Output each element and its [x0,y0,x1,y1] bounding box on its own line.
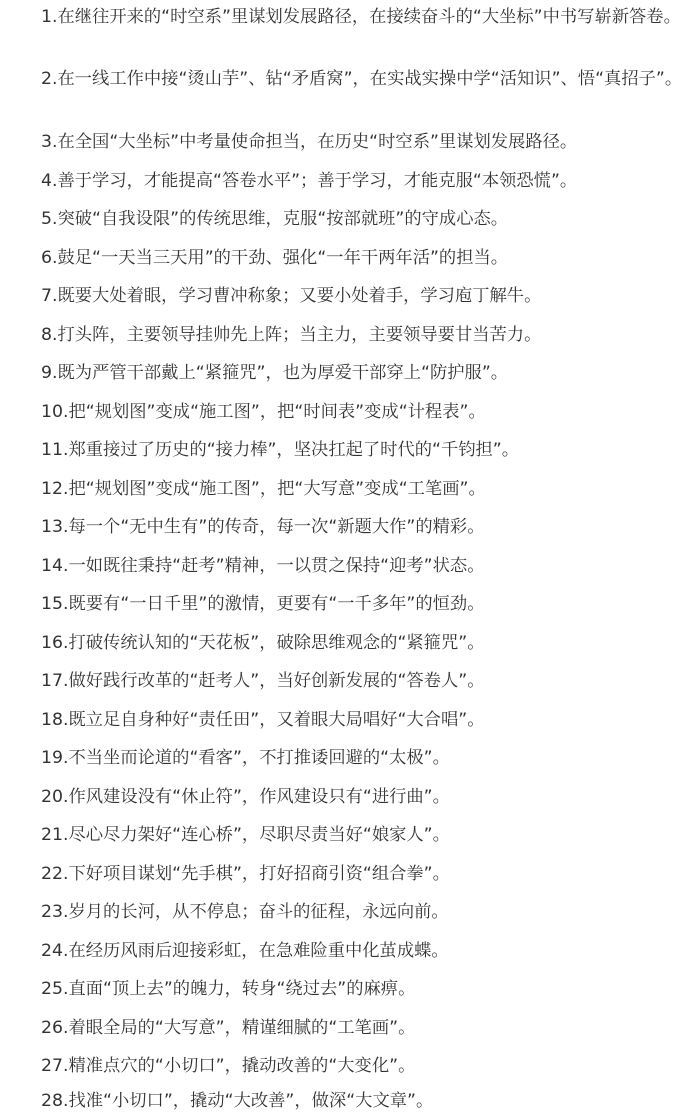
paragraph-16: 16.打破传统认知的“天花板”，破除思维观念的“紧箍咒”。 [41,633,485,653]
paragraph-14: 14.一如既往秉持“赶考”精神，一以贯之保持“迎考”状态。 [41,556,485,576]
paragraph-11: 11.郑重接过了历史的“接力棒”，坚决扛起了时代的“千钧担”。 [41,440,520,460]
paragraph-10: 10.把“规划图”变成“施工图”，把“时间表”变成“计程表”。 [41,402,486,422]
paragraph-6: 6.鼓足“一天当三天用”的干劲、强化“一年干两年活”的担当。 [41,248,509,268]
paragraph-22: 22.下好项目谋划“先手棋”，打好招商引资“组合拳”。 [41,864,450,884]
paragraph-12: 12.把“规划图”变成“施工图”，把“大写意”变成“工笔画”。 [41,479,486,499]
paragraph-8: 8.打头阵，主要领导挂帅先上阵；当主力，主要领导要甘当苦力。 [41,325,542,345]
paragraph-13: 13.每一个“无中生有”的传奇，每一次“新题大作”的精彩。 [41,517,485,537]
paragraph-1: 1.在继往开来的“时空系”里谋划发展路径，在接续奋斗的“大坐标”中书写崭新答卷。 [41,7,681,27]
paragraph-27: 27.精准点穴的“小切口”，撬动改善的“大变化”。 [41,1056,416,1076]
paragraph-4: 4.善于学习，才能提高“答卷水平”；善于学习，才能克服“本领恐慌”。 [41,171,578,191]
paragraph-7: 7.既要大处着眼，学习曹冲称象；又要小处着手，学习庖丁解牛。 [41,286,542,306]
paragraph-26: 26.着眼全局的“大写意”，精谨细腻的“工笔画”。 [41,1018,416,1038]
paragraph-5: 5.突破“自我设限”的传统思维，克服“按部就班”的守成心态。 [41,209,509,229]
paragraph-28: 28.找准“小切口”，撬动“大改善”，做深“大文章”。 [41,1091,434,1111]
paragraph-24: 24.在经历风雨后迎接彩虹，在急难险重中化茧成蝶。 [41,941,449,961]
paragraph-9: 9.既为严管干部戴上“紧箍咒”，也为厚爱干部穿上“防护服”。 [41,363,509,383]
paragraph-25: 25.直面“顶上去”的魄力，转身“绕过去”的麻痹。 [41,979,416,999]
paragraph-3: 3.在全国“大坐标”中考量使命担当，在历史“时空系”里谋划发展路径。 [41,132,578,152]
paragraph-2: 2.在一线工作中接“烫山芋”、钻“矛盾窝”，在实战实操中学“活知识”、悟“真招子”。 [41,69,683,89]
paragraph-15: 15.既要有“一日千里”的激情，更要有“一千多年”的恒劲。 [41,594,485,614]
paragraph-17: 17.做好践行改革的“赶考人”，当好创新发展的“答卷人”。 [41,671,485,691]
paragraph-18: 18.既立足自身种好“责任田”，又着眼大局唱好“大合唱”。 [41,710,485,730]
paragraph-23: 23.岁月的长河，从不停息；奋斗的征程，永远向前。 [41,902,449,922]
paragraph-19: 19.不当坐而论道的“看客”，不打推诿回避的“太极”。 [41,748,450,768]
paragraph-20: 20.作风建设没有“休止符”，作风建设只有“进行曲”。 [41,787,450,807]
paragraph-21: 21.尽心尽力架好“连心桥”，尽职尽责当好“娘家人”。 [41,825,450,845]
